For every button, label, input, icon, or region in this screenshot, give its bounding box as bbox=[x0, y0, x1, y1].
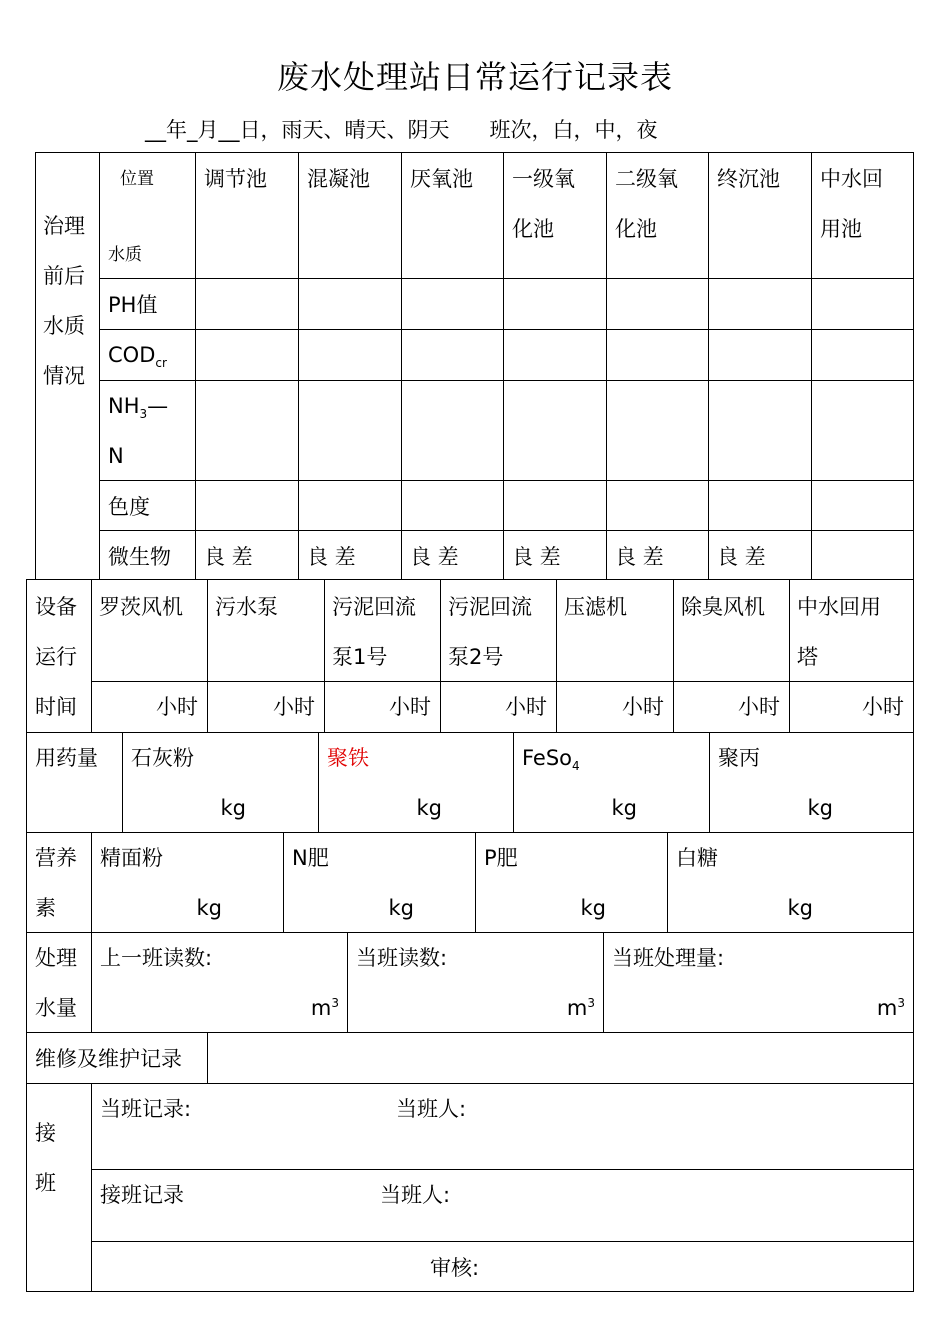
chemical-name-label: 聚丙 bbox=[718, 746, 760, 770]
date-weather-shift-line: __年_月__日，雨天、晴天、阴天 班次，白，中，夜 bbox=[145, 118, 658, 142]
kg-unit-label: kg bbox=[807, 796, 833, 820]
water-quality-value-cell[interactable] bbox=[708, 480, 812, 531]
cod-label bbox=[108, 343, 167, 371]
duty-record-cell[interactable] bbox=[91, 1083, 914, 1170]
review-cell[interactable] bbox=[91, 1241, 914, 1292]
equipment-name-label: 除臭风机 bbox=[681, 595, 765, 619]
header-position-label: 位置 bbox=[120, 169, 154, 189]
page-title: 废水处理站日常运行记录表 bbox=[276, 58, 673, 96]
water-quality-value-cell[interactable] bbox=[708, 278, 812, 330]
nutrient-label: 素 bbox=[35, 896, 56, 920]
water-quality-value-cell[interactable] bbox=[195, 329, 299, 381]
water-quality-section-label: 情况 bbox=[43, 364, 85, 388]
cubic-meter-unit bbox=[567, 996, 595, 1020]
kg-unit-label: kg bbox=[611, 796, 637, 820]
kg-unit-label: kg bbox=[416, 796, 442, 820]
pool-column-label: 一级氧 bbox=[512, 167, 575, 191]
microbe-good-poor-option: 良 差 bbox=[204, 545, 253, 569]
chemical-name-label-subscript: 4 bbox=[572, 759, 580, 774]
chemical-name-label: 聚铁 bbox=[327, 746, 369, 770]
equipment-section-label: 设备 bbox=[35, 595, 77, 619]
cubic-meter-unit-superscript: 3 bbox=[897, 996, 905, 1010]
cod-label-subscript: cr bbox=[155, 356, 167, 371]
kg-unit-label: kg bbox=[580, 896, 606, 920]
water-quality-value-cell[interactable] bbox=[606, 278, 709, 330]
pool-column-label: 中水回 bbox=[820, 167, 883, 191]
water-quality-value-cell[interactable] bbox=[811, 480, 914, 531]
nutrient-name-label: 白糖 bbox=[676, 846, 718, 870]
microbe-good-poor-option: 良 差 bbox=[512, 545, 561, 569]
equipment-name-label: 塔 bbox=[797, 645, 818, 669]
water-quality-value-cell[interactable] bbox=[298, 380, 402, 481]
water-quality-value-cell[interactable] bbox=[401, 380, 504, 481]
duty-person-label: 当班人: bbox=[396, 1097, 467, 1121]
cubic-meter-unit-main: m bbox=[566, 996, 588, 1020]
nh3-label-tail: — bbox=[147, 394, 169, 418]
pool-column-label: 厌氧池 bbox=[410, 167, 473, 191]
equipment-name-label: 污泥回流 bbox=[448, 595, 532, 619]
kg-unit-label: kg bbox=[196, 896, 222, 920]
equipment-name-label: 泵1号 bbox=[332, 645, 388, 669]
meter-reading-label: 当班读数: bbox=[356, 946, 448, 970]
water-quality-value-cell[interactable] bbox=[298, 480, 402, 531]
pool-column-label: 二级氧 bbox=[615, 167, 678, 191]
water-quality-value-cell[interactable] bbox=[298, 329, 402, 381]
microbe-good-poor-option: 良 差 bbox=[307, 545, 356, 569]
equipment-section-label: 时间 bbox=[35, 695, 77, 719]
nh3-label bbox=[108, 394, 169, 422]
water-quality-value-cell[interactable] bbox=[503, 278, 607, 330]
volume-label: 处理 bbox=[35, 946, 77, 970]
handover-label: 班 bbox=[35, 1171, 56, 1195]
water-quality-section-label: 水质 bbox=[43, 314, 85, 338]
duty-record-label: 当班记录: bbox=[100, 1097, 192, 1121]
nh3-label-main: NH bbox=[108, 394, 140, 418]
water-quality-value-cell[interactable] bbox=[708, 329, 812, 381]
water-quality-value-cell[interactable] bbox=[606, 329, 709, 381]
nh3-label-subscript: 3 bbox=[139, 407, 148, 422]
cubic-meter-unit-main: m bbox=[310, 996, 332, 1020]
hours-unit-label: 小时 bbox=[273, 695, 315, 719]
water-quality-section-label: 前后 bbox=[43, 264, 85, 288]
hours-unit-label: 小时 bbox=[738, 695, 780, 719]
water-quality-value-cell[interactable] bbox=[401, 329, 504, 381]
cubic-meter-unit-superscript: 3 bbox=[331, 996, 339, 1010]
meter-reading-label: 当班处理量: bbox=[612, 946, 725, 970]
chemical-name-label-main: FeSo bbox=[522, 746, 573, 770]
water-quality-value-cell[interactable] bbox=[503, 480, 607, 531]
review-label: 审核: bbox=[430, 1256, 480, 1280]
cod-label-main: COD bbox=[108, 343, 156, 367]
equipment-name-label: 罗茨风机 bbox=[99, 595, 183, 619]
hours-unit-label: 小时 bbox=[389, 695, 431, 719]
microbe-good-poor-option: 良 差 bbox=[717, 545, 766, 569]
water-quality-value-cell[interactable] bbox=[708, 380, 812, 481]
water-quality-section-label: 治理 bbox=[43, 214, 85, 238]
maintenance-record-cell[interactable] bbox=[207, 1032, 914, 1084]
header-quality-label: 水质 bbox=[108, 245, 142, 265]
water-quality-value-cell[interactable] bbox=[811, 530, 914, 580]
receive-record-label: 接班记录 bbox=[100, 1183, 184, 1207]
microbe-good-poor-option: 良 差 bbox=[615, 545, 664, 569]
chemical-name-label bbox=[522, 746, 580, 774]
pool-column-label: 用池 bbox=[820, 217, 862, 241]
kg-unit-label: kg bbox=[787, 896, 813, 920]
hours-unit-label: 小时 bbox=[622, 695, 664, 719]
receive-record-cell[interactable] bbox=[91, 1169, 914, 1242]
water-quality-value-cell[interactable] bbox=[195, 380, 299, 481]
maintenance-label: 维修及维护记录 bbox=[35, 1047, 182, 1071]
chemical-name-label: 石灰粉 bbox=[131, 746, 194, 770]
nutrient-name-label: 精面粉 bbox=[100, 846, 163, 870]
cubic-meter-unit bbox=[877, 996, 905, 1020]
equipment-section-label: 运行 bbox=[35, 645, 77, 669]
pool-column-label: 终沉池 bbox=[717, 167, 780, 191]
ph-label: PH值 bbox=[108, 293, 158, 317]
kg-unit-label: kg bbox=[388, 896, 414, 920]
pool-column-label: 化池 bbox=[615, 217, 657, 241]
water-quality-value-cell[interactable] bbox=[811, 380, 914, 481]
cubic-meter-unit-superscript: 3 bbox=[587, 996, 595, 1010]
kg-unit-label: kg bbox=[220, 796, 246, 820]
water-quality-value-cell[interactable] bbox=[401, 480, 504, 531]
meter-reading-label: 上一班读数: bbox=[100, 946, 213, 970]
water-quality-value-cell[interactable] bbox=[195, 480, 299, 531]
microbe-good-poor-option: 良 差 bbox=[410, 545, 459, 569]
chroma-label: 色度 bbox=[108, 495, 150, 519]
water-quality-value-cell[interactable] bbox=[606, 480, 709, 531]
cubic-meter-unit-main: m bbox=[876, 996, 898, 1020]
volume-label: 水量 bbox=[35, 996, 77, 1020]
pool-column-label: 混凝池 bbox=[307, 167, 370, 191]
water-quality-value-cell[interactable] bbox=[606, 380, 709, 481]
pool-column-label: 调节池 bbox=[204, 167, 267, 191]
hours-unit-label: 小时 bbox=[505, 695, 547, 719]
hours-unit-label: 小时 bbox=[156, 695, 198, 719]
nutrient-name-label: P肥 bbox=[484, 846, 518, 870]
water-quality-value-cell[interactable] bbox=[503, 329, 607, 381]
hours-unit-label: 小时 bbox=[862, 695, 904, 719]
equipment-name-label: 中水回用 bbox=[797, 595, 881, 619]
equipment-name-label: 污水泵 bbox=[215, 595, 278, 619]
microbe-label: 微生物 bbox=[108, 545, 171, 569]
nh3-label-line2: N bbox=[108, 444, 124, 468]
equipment-name-label: 泵2号 bbox=[448, 645, 504, 669]
water-quality-value-cell[interactable] bbox=[811, 329, 914, 381]
dosage-label: 用药量 bbox=[35, 746, 98, 770]
equipment-name-label: 压滤机 bbox=[564, 595, 627, 619]
water-quality-value-cell[interactable] bbox=[811, 278, 914, 330]
cubic-meter-unit bbox=[311, 996, 339, 1020]
equipment-name-label: 污泥回流 bbox=[332, 595, 416, 619]
water-quality-value-cell[interactable] bbox=[298, 278, 402, 330]
water-quality-value-cell[interactable] bbox=[503, 380, 607, 481]
water-quality-value-cell[interactable] bbox=[401, 278, 504, 330]
nutrient-label: 营养 bbox=[35, 846, 77, 870]
water-quality-value-cell[interactable] bbox=[195, 278, 299, 330]
handover-label: 接 bbox=[35, 1121, 56, 1145]
pool-column-label: 化池 bbox=[512, 217, 554, 241]
nutrient-name-label: N肥 bbox=[292, 846, 329, 870]
receive-person-label: 当班人: bbox=[380, 1183, 451, 1207]
